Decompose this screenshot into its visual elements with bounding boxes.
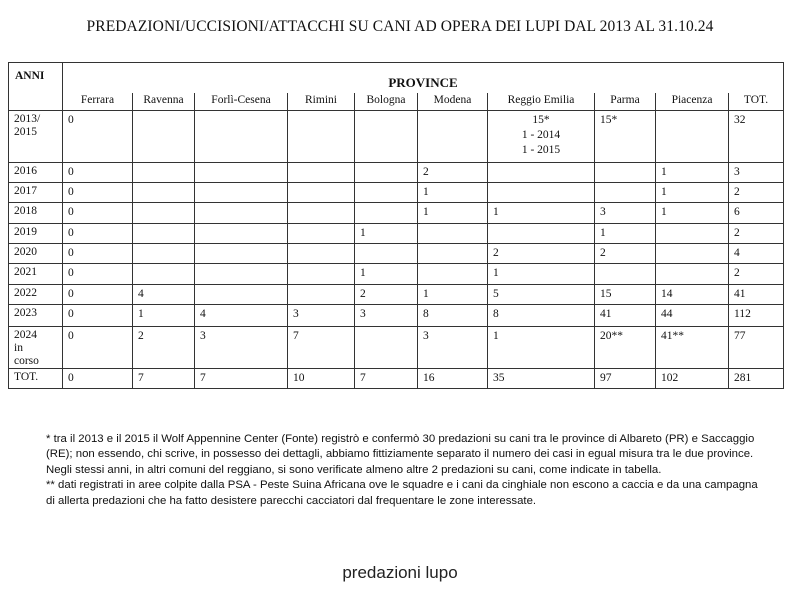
value-cell: 3 [288,305,355,327]
value-cell: 0 [63,224,133,244]
year-cell: 2016 [9,163,63,183]
value-cell [288,163,355,183]
value-cell [133,203,195,224]
value-cell: 1 [656,203,729,224]
value-cell [488,163,595,183]
value-cell [418,264,488,285]
value-cell [133,264,195,285]
value-cell: 112 [729,305,784,327]
value-cell: 0 [63,264,133,285]
value-cell: 102 [656,369,729,389]
value-cell [656,224,729,244]
value-cell [656,264,729,285]
value-cell: 1 [418,183,488,203]
value-cell: 15 [595,285,656,305]
value-cell: 15* 1 - 2014 1 - 2015 [488,111,595,163]
column-header: Ferrara [63,93,133,111]
value-cell: 1 [418,203,488,224]
anni-header-spacer [9,93,63,111]
year-cell: TOT. [9,369,63,389]
column-header: Reggio Emilia [488,93,595,111]
value-cell [288,224,355,244]
value-cell: 2 [418,163,488,183]
value-cell [195,244,288,264]
value-cell [595,264,656,285]
value-cell: 4 [133,285,195,305]
year-cell: 2023 [9,305,63,327]
value-cell: 1 [656,183,729,203]
value-cell: 2 [488,244,595,264]
value-cell: 1 [656,163,729,183]
value-cell [288,111,355,163]
table-row [9,369,784,389]
value-cell: 2 [729,183,784,203]
year-cell: 2019 [9,224,63,244]
value-cell [355,183,418,203]
value-cell: 2 [729,224,784,244]
table-row [9,264,784,285]
value-cell: 0 [63,163,133,183]
column-header: TOT. [729,93,784,111]
value-cell: 7 [355,369,418,389]
value-cell [418,111,488,163]
value-cell [133,111,195,163]
column-header: Piacenza [656,93,729,111]
value-cell: 41** [656,327,729,369]
table-row [9,305,784,327]
value-cell: 4 [195,305,288,327]
value-cell: 8 [488,305,595,327]
value-cell: 1 [355,264,418,285]
value-cell: 5 [488,285,595,305]
value-cell: 0 [63,203,133,224]
value-cell [195,183,288,203]
value-cell [488,183,595,203]
value-cell: 3 [595,203,656,224]
value-cell: 0 [63,369,133,389]
value-cell: 0 [63,183,133,203]
column-header: Bologna [355,93,418,111]
footnotes [46,432,766,509]
value-cell [288,285,355,305]
value-cell: 1 [488,203,595,224]
value-cell: 0 [63,327,133,369]
value-cell: 0 [63,305,133,327]
value-cell: 1 [355,224,418,244]
footnote-1: * tra il 2013 e il 2015 il Wolf Appennine Center (Fonte) registrò e confermò 30 predazioni su cani tra le province di Albareto (PR) e Saccaggio (RE); non essendo, chi scrive, in possesso dei dettagli, abbiamo fittiziamente separato il numero dei casi in egual misura tra le due province. Negli stessi anni, in altri comuni del reggiano, si sono verificate almeno altre 2 predazioni su cani, come indicate in tabella. [46,433,755,476]
value-cell [133,163,195,183]
value-cell: 35 [488,369,595,389]
value-cell: 0 [63,111,133,163]
value-cell: 14 [656,285,729,305]
value-cell [488,224,595,244]
year-cell: 2021 [9,264,63,285]
value-cell: 20** [595,327,656,369]
value-cell [355,327,418,369]
value-cell: 77 [729,327,784,369]
value-cell: 3 [355,305,418,327]
value-cell: 8 [418,305,488,327]
table-row [9,163,784,183]
value-cell [355,203,418,224]
table-row [9,285,784,305]
value-cell [195,285,288,305]
value-cell: 1 [595,224,656,244]
value-cell: 2 [595,244,656,264]
column-header: Forlì-Cesena [195,93,288,111]
year-cell: 2018 [9,203,63,224]
value-cell [656,244,729,264]
value-cell: 97 [595,369,656,389]
column-header: Parma [595,93,656,111]
value-cell [288,264,355,285]
value-cell [195,224,288,244]
value-cell [418,244,488,264]
caption: predazioni lupo [342,563,458,582]
anni-header: ANNI [9,63,63,93]
value-cell: 1 [418,285,488,305]
value-cell: 0 [63,244,133,264]
value-cell [195,111,288,163]
value-cell: 2 [729,264,784,285]
table-row [9,203,784,224]
value-cell: 281 [729,369,784,389]
year-cell: 2024 in corso [9,327,63,369]
value-cell [195,203,288,224]
value-cell: 16 [418,369,488,389]
page-title: PREDAZIONI/UCCISIONI/ATTACCHI SU CANI AD OPERA DEI LUPI DAL 2013 AL 31.10.24 [86,18,714,35]
value-cell: 7 [195,369,288,389]
table-row [9,327,784,369]
value-cell: 1 [488,327,595,369]
value-cell: 3 [418,327,488,369]
year-cell: 2017 [9,183,63,203]
value-cell [418,224,488,244]
value-cell [288,203,355,224]
footnote-2: ** dati registrati in aree colpite dalla PSA - Peste Suina Africana ove le squadre e i cani da cinghiale non escono a caccia e da una campagna di allerta predazioni che ha fatto desistere parecchi cacciatori dal frequentare le zone interessate. [46,479,758,507]
value-cell [133,183,195,203]
value-cell [595,183,656,203]
value-cell [288,183,355,203]
value-cell: 6 [729,203,784,224]
table-row [9,244,784,264]
value-cell: 3 [729,163,784,183]
value-cell: 1 [488,264,595,285]
table-row [9,111,784,163]
value-cell [355,111,418,163]
value-cell: 2 [133,327,195,369]
year-cell: 2020 [9,244,63,264]
column-header: Rimini [288,93,355,111]
year-cell: 2022 [9,285,63,305]
value-cell [195,163,288,183]
value-cell: 41 [595,305,656,327]
value-cell: 2 [355,285,418,305]
value-cell [288,244,355,264]
value-cell [195,264,288,285]
value-cell: 0 [63,285,133,305]
value-cell [133,244,195,264]
value-cell [133,224,195,244]
value-cell: 7 [288,327,355,369]
value-cell: 7 [133,369,195,389]
value-cell: 44 [656,305,729,327]
province-header: PROVINCE [63,63,784,93]
value-cell: 1 [133,305,195,327]
value-cell [595,163,656,183]
value-cell: 10 [288,369,355,389]
column-header: Ravenna [133,93,195,111]
value-cell: 15* [595,111,656,163]
value-cell: 41 [729,285,784,305]
value-cell [355,163,418,183]
table-row [9,183,784,203]
table-row [9,224,784,244]
value-cell: 32 [729,111,784,163]
year-cell: 2013/ 2015 [9,111,63,163]
value-cell: 3 [195,327,288,369]
value-cell: 4 [729,244,784,264]
column-header: Modena [418,93,488,111]
value-cell [656,111,729,163]
predation-table [8,62,784,389]
value-cell [355,244,418,264]
